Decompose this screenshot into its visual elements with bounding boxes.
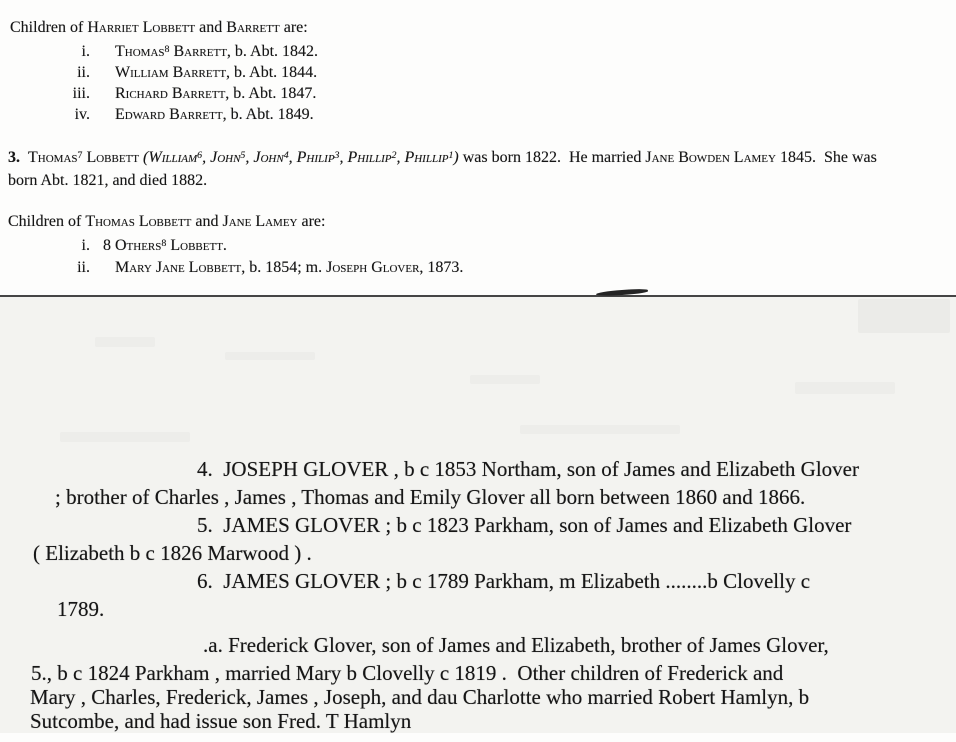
- glover-entry-4-line: ; brother of Charles , James , Thomas and Emily Glover all born between 1860 and 1866.: [55, 485, 806, 509]
- gray-scan-section: [0, 297, 956, 733]
- frederick-glover-paragraph-line: Mary , Charles, Frederick, James , Joseph, and dau Charlotte who married Robert Hamlyn, b: [30, 685, 810, 709]
- scan-noise: [225, 352, 315, 360]
- glover-entry-6-line: 1789.: [57, 597, 105, 621]
- list-item-text: Thomas$^8$ Barrett, b. Abt. 1842.: [115, 43, 319, 60]
- children-list-lobbett: [0, 235, 463, 279]
- scan-noise: [60, 432, 190, 442]
- list-item-text: Richard Barrett, b. Abt. 1847.: [115, 85, 317, 102]
- list-item: [0, 235, 463, 257]
- list-item: [0, 257, 463, 279]
- scan-noise: [95, 337, 155, 347]
- list-item-numeral: iii.: [72, 85, 90, 102]
- list-item-text: 8 Others$^8$ Lobbett.: [103, 237, 227, 254]
- list-item-numeral: i.: [81, 43, 90, 60]
- list-item-text: Edward Barrett, b. Abt. 1849.: [115, 106, 314, 123]
- scan-noise: [520, 425, 680, 434]
- list-item: [0, 83, 318, 104]
- list-item-text: Mary Jane Lobbett, b. 1854; m. Joseph Glover, 1873.: [115, 259, 464, 276]
- glover-entry-6-line: 6. JAMES GLOVER ; b c 1789 Parkham, m Elizabeth ........b Clovelly c: [197, 569, 811, 593]
- list-item: [0, 41, 318, 62]
- individual-paragraph-thomas-lobbett: 3. Thomas$^7$ Lobbett (William$^6$, John$^5$, John$^4$, Philip$^3$, Phillip$^2$, Phillip$^1$) was born 1822. He married Jane Bowden Lamey 1845. She was born Abt. 1821, and died 1882.: [8, 149, 877, 189]
- list-item-text: William Barrett, b. Abt. 1844.: [115, 64, 318, 81]
- frederick-glover-paragraph-line: Sutcombe, and had issue son Fred. T Hamlyn: [30, 709, 412, 733]
- scan-noise: [858, 299, 950, 333]
- children-list-barrett: [0, 41, 318, 125]
- frederick-glover-paragraph-line: .a. Frederick Glover, son of James and Elizabeth, brother of James Glover,: [203, 633, 829, 657]
- list-item: [0, 62, 318, 83]
- scan-noise: [470, 375, 540, 384]
- list-item-numeral: ii.: [77, 259, 90, 276]
- children-heading-thomas-jane: Children of Thomas Lobbett and Jane Lamey are:: [8, 213, 326, 230]
- list-item-numeral: iv.: [74, 106, 90, 123]
- glover-entry-5-line: 5. JAMES GLOVER ; b c 1823 Parkham, son of James and Elizabeth Glover: [197, 513, 852, 537]
- glover-entry-5-line: ( Elizabeth b c 1826 Marwood ) .: [33, 541, 312, 565]
- list-item-numeral: i.: [81, 237, 90, 254]
- glover-entry-4-line: 4. JOSEPH GLOVER , b c 1853 Northam, son of James and Elizabeth Glover: [197, 457, 859, 481]
- scan-noise: [795, 382, 895, 394]
- list-item: [0, 104, 318, 125]
- children-heading-harriet-barrett: Children of Harriet Lobbett and Barrett are:: [10, 19, 308, 36]
- list-item-numeral: ii.: [77, 64, 90, 81]
- frederick-glover-paragraph-line: 5., b c 1824 Parkham , married Mary b Clovelly c 1819 . Other children of Frederick and: [31, 661, 784, 685]
